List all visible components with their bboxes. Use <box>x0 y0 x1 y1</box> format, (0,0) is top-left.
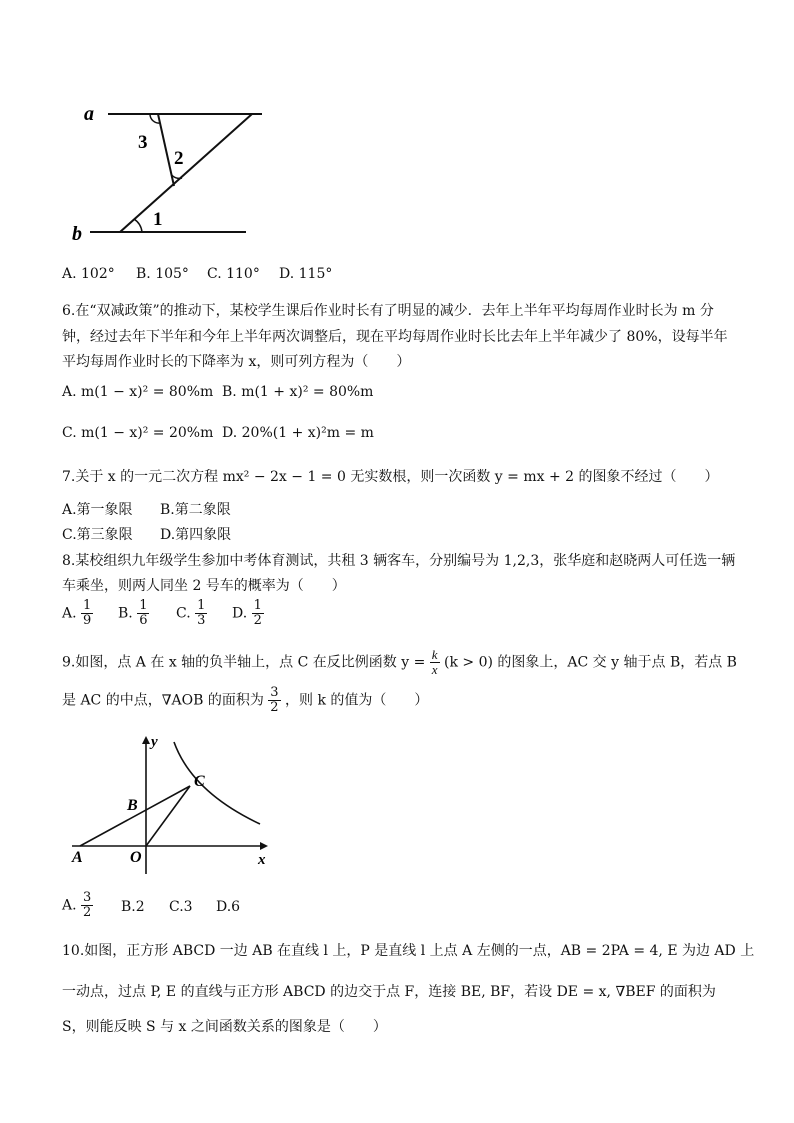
q7-option-a: A.第一象限 <box>62 502 133 518</box>
q8-option-a-letter: A. <box>62 605 77 622</box>
q9-option-b: B.2 <box>121 899 145 915</box>
x-axis-arrow <box>260 842 268 850</box>
q6-option-c: C. m(1 − x)² = 20%m <box>62 425 214 441</box>
q5-option-d: D. 115° <box>279 266 333 282</box>
q6-line-2: 钟，经过去年下半年和今年上半年两次调整后，现在平均每周作业时长比去年上半年减少了 80%，设每半年 <box>62 329 728 345</box>
q10-line-2: 一动点，过点 P, E 的直线与正方形 ABCD 的边交于点 F，连接 BE, BF，若设 DE = x, ∇BEF 的面积为 <box>62 984 716 1000</box>
q7-option-d: D.第四象限 <box>160 527 232 543</box>
parallel-lines-figure <box>70 98 280 248</box>
q8-option-d <box>232 599 264 628</box>
q7-stem: 7.关于 x 的一元二次方程 mx² − 2x − 1 = 0 无实数根，则一次函数 y = mx + 2 的图象不经过（ ） <box>62 469 719 485</box>
q9-line-2-end: ，则 k 的值为（ ） <box>285 692 429 709</box>
q9-option-a <box>62 891 93 920</box>
q9-option-d: D.6 <box>216 899 241 915</box>
q8-line-1: 8.某校组织九年级学生参加中考体育测试，共租 3 辆客车，分别编号为 1,2,3，张华庭和赵晓两人可任选一辆 <box>62 553 736 569</box>
q8-option-a-fraction: $\frac{1}{9}$ <box>83 598 92 628</box>
q9-line-1-end: (k > 0) 的图象上，AC 交 y 轴于点 B，若点 B <box>444 654 737 671</box>
label-B: B <box>127 797 138 814</box>
q5-option-a: A. 102° <box>62 266 115 282</box>
q8-option-d-letter: D. <box>232 605 248 622</box>
label-A: A <box>72 849 83 866</box>
q9-line-2-start: 是 AC 的中点，∇AOB 的面积为 <box>62 692 264 709</box>
q8-option-b-fraction: $\frac{1}{6}$ <box>139 598 148 628</box>
angle-label-2: 2 <box>174 148 184 169</box>
label-b: b <box>72 223 82 245</box>
angle-label-3: 3 <box>138 132 148 153</box>
q9-k-over-x: $\frac{k}{x}$ <box>431 647 438 677</box>
label-C: C <box>194 773 205 790</box>
label-O: O <box>130 849 142 866</box>
q8-option-c-fraction: $\frac{1}{3}$ <box>197 598 206 628</box>
q9-area-fraction: $\frac{3}{2}$ <box>270 685 279 715</box>
q9-option-a-letter: A. <box>62 897 77 914</box>
q10-line-3: S，则能反映 S 与 x 之间函数关系的图象是（ ） <box>62 1019 387 1035</box>
q6-option-d: D. 20%(1 + x)²m = m <box>222 425 374 441</box>
hyperbola-curve <box>174 742 260 824</box>
q10-line-1: 10.如图，正方形 ABCD 一边 AB 在直线 l 上，P 是直线 l 上点 A 左侧的一点，AB = 2PA = 4, E 为边 AD 上 <box>62 943 755 959</box>
angle-arc-1 <box>134 219 142 232</box>
q9-option-a-fraction: $\frac{3}{2}$ <box>83 890 92 920</box>
q8-option-c <box>176 599 207 628</box>
label-a: a <box>84 103 94 125</box>
q8-line-2: 车乘坐，则两人同坐 2 号车的概率为（ ） <box>62 578 346 594</box>
q6-line-1: 6.在“双减政策”的推动下，某校学生课后作业时长有了明显的减少．去年上半年平均每周作业时长为 m 分 <box>62 303 714 319</box>
q7-option-b: B.第二象限 <box>160 502 231 518</box>
q9-line-2 <box>62 686 428 715</box>
q8-option-d-fraction: $\frac{1}{2}$ <box>253 598 262 628</box>
q7-option-c: C.第三象限 <box>62 527 133 543</box>
q8-option-b-letter: B. <box>118 605 133 622</box>
y-axis-arrow <box>142 736 150 744</box>
q9-option-c: C.3 <box>169 899 193 915</box>
label-y: y <box>151 734 158 750</box>
q6-line-3: 平均每周作业时长的下降率为 x，则可列方程为（ ） <box>62 354 411 370</box>
label-x: x <box>258 852 266 868</box>
q6-option-a: A. m(1 − x)² = 80%m <box>62 384 214 400</box>
q8-option-a <box>62 599 93 628</box>
segment-ac <box>80 786 190 846</box>
q8-option-c-letter: C. <box>176 605 191 622</box>
q5-option-c: C. 110° <box>207 266 260 282</box>
q9-line-1 <box>62 648 737 677</box>
q5-option-b: B. 105° <box>136 266 189 282</box>
hyperbola-figure <box>68 728 282 876</box>
q9-line-1-start: 9.如图，点 A 在 x 轴的负半轴上，点 C 在反比例函数 y = <box>62 654 426 671</box>
angle-label-1: 1 <box>153 209 163 230</box>
segment-oc <box>146 786 190 846</box>
q8-option-b <box>118 599 149 628</box>
q6-option-b: B. m(1 + x)² = 80%m <box>222 384 374 400</box>
